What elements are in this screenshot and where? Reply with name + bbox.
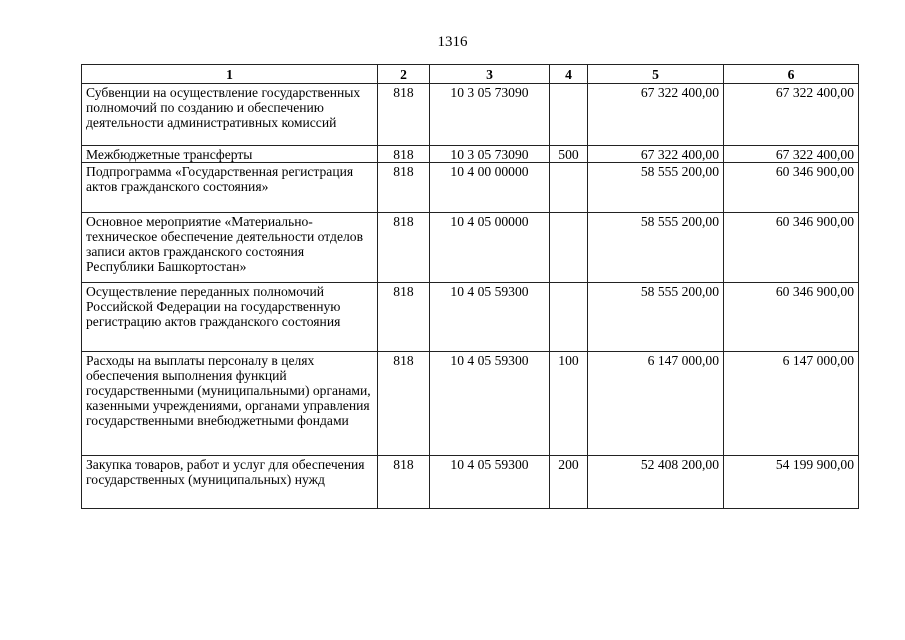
- column-header: 5: [588, 65, 724, 84]
- amount-year-2: 6 147 000,00: [724, 352, 859, 456]
- grbs-code: 818: [378, 213, 430, 283]
- budget-table: [81, 64, 859, 509]
- grbs-code: 818: [378, 456, 430, 509]
- target-article-code: 10 4 05 59300: [430, 456, 550, 509]
- grbs-code: 818: [378, 84, 430, 146]
- grbs-code: 818: [378, 283, 430, 352]
- target-article-code: 10 3 05 73090: [430, 84, 550, 146]
- amount-year-1: 67 322 400,00: [588, 146, 724, 163]
- page-number: 1316: [437, 34, 468, 50]
- target-article-code: 10 4 00 00000: [430, 163, 550, 213]
- expense-name: Закупка товаров, работ и услуг для обеспечения государственных (муниципальных) нужд: [82, 456, 378, 509]
- amount-year-1: 6 147 000,00: [588, 352, 724, 456]
- table-row: [82, 213, 859, 283]
- expense-type-code: [550, 283, 588, 352]
- table-row: [82, 84, 859, 146]
- target-article-code: 10 3 05 73090: [430, 146, 550, 163]
- expense-name: Подпрограмма «Государственная регистрация актов гражданского состояния»: [82, 163, 378, 213]
- amount-year-1: 52 408 200,00: [588, 456, 724, 509]
- expense-type-code: 100: [550, 352, 588, 456]
- expense-name: Осуществление переданных полномочий Российской Федерации на государственную регистрацию актов гражданского состояния: [82, 283, 378, 352]
- amount-year-2: 54 199 900,00: [724, 456, 859, 509]
- target-article-code: 10 4 05 59300: [430, 283, 550, 352]
- target-article-code: 10 4 05 59300: [430, 352, 550, 456]
- table-row: [82, 456, 859, 509]
- grbs-code: 818: [378, 146, 430, 163]
- column-header: 2: [378, 65, 430, 84]
- amount-year-1: 67 322 400,00: [588, 84, 724, 146]
- table-row: [82, 283, 859, 352]
- table-row: [82, 352, 859, 456]
- amount-year-2: 60 346 900,00: [724, 163, 859, 213]
- amount-year-2: 60 346 900,00: [724, 213, 859, 283]
- amount-year-2: 67 322 400,00: [724, 146, 859, 163]
- amount-year-2: 60 346 900,00: [724, 283, 859, 352]
- grbs-code: 818: [378, 163, 430, 213]
- expense-type-code: 500: [550, 146, 588, 163]
- grbs-code: 818: [378, 352, 430, 456]
- amount-year-2: 67 322 400,00: [724, 84, 859, 146]
- expense-type-code: 200: [550, 456, 588, 509]
- amount-year-1: 58 555 200,00: [588, 283, 724, 352]
- column-header: 1: [82, 65, 378, 84]
- expense-name: Межбюджетные трансферты: [82, 146, 378, 163]
- expense-type-code: [550, 84, 588, 146]
- amount-year-1: 58 555 200,00: [588, 163, 724, 213]
- expense-type-code: [550, 163, 588, 213]
- column-header: 4: [550, 65, 588, 84]
- column-header: 3: [430, 65, 550, 84]
- expense-type-code: [550, 213, 588, 283]
- amount-year-1: 58 555 200,00: [588, 213, 724, 283]
- target-article-code: 10 4 05 00000: [430, 213, 550, 283]
- header-row: [82, 65, 859, 84]
- expense-name: Основное мероприятие «Материально-техническое обеспечение деятельности отделов записи актов гражданского состояния Республики Башкортостан»: [82, 213, 378, 283]
- column-header: 6: [724, 65, 859, 84]
- expense-name: Расходы на выплаты персоналу в целях обеспечения выполнения функций государственными (муниципальными) органами, казенными учреждениями, органами управления государственными внебюджетными фондами: [82, 352, 378, 456]
- expense-name: Субвенции на осуществление государственных полномочий по созданию и обеспечению деятельности административных комиссий: [82, 84, 378, 146]
- table-row: [82, 163, 859, 213]
- table-row: [82, 146, 859, 163]
